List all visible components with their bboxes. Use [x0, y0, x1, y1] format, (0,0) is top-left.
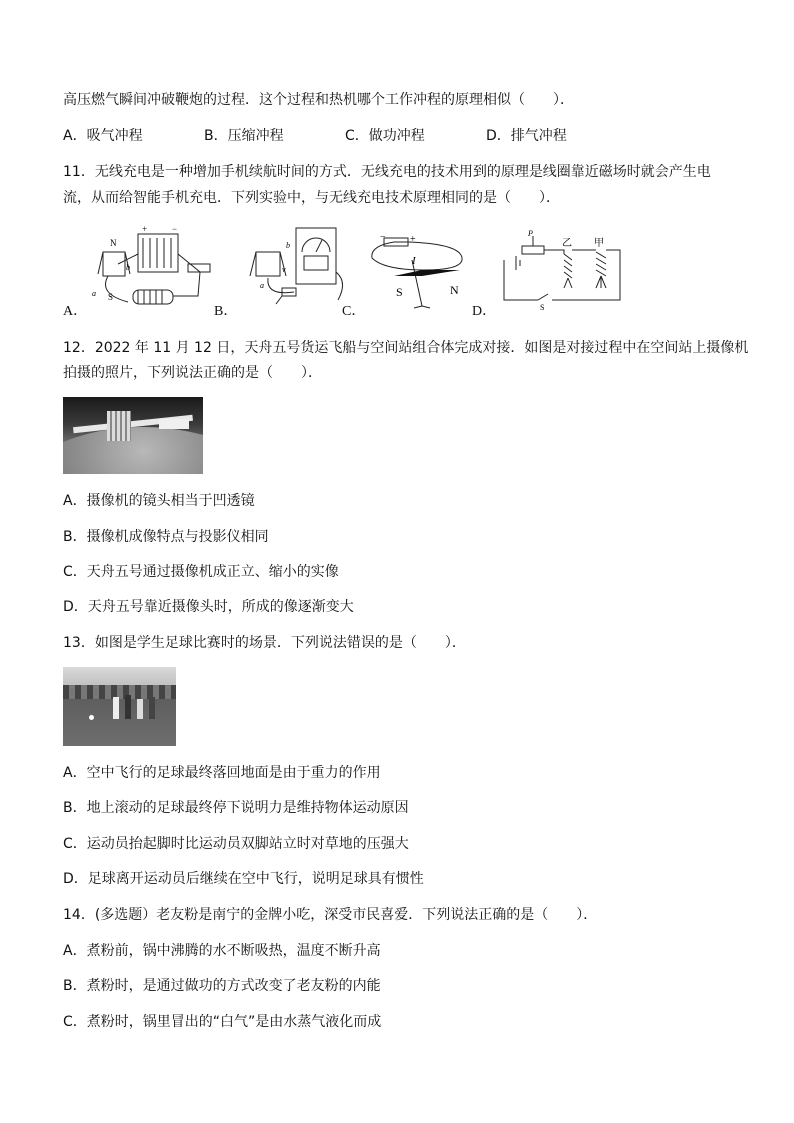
q11-diagram-a [88, 224, 218, 318]
q14-option-b: B．煮粉时，是通过做功的方式改变了老友粉的内能 [63, 978, 381, 994]
q10-options [63, 126, 567, 146]
q13-stem: 13．如图是学生足球比赛时的场景．下列说法错误的是（ ）． [63, 635, 466, 651]
football-match-photo [63, 667, 176, 746]
q14-option-c: C．煮粉时，锅里冒出的“白气”是由水蒸气液化而成 [63, 1014, 382, 1030]
diag-d-s: S [540, 303, 545, 310]
diag-a-s: S [108, 292, 114, 302]
diag-d-jia: 甲 [594, 238, 604, 249]
q13-option-d: D．足球离开运动员后继续在空中飞行，说明足球具有惯性 [63, 871, 424, 887]
q11-option-c-label: C． [342, 304, 366, 319]
q12-option-c: C．天舟五号通过摄像机成正立、缩小的实像 [63, 564, 339, 580]
diag-a-n: N [110, 238, 117, 248]
diag-b-a: a [260, 281, 264, 290]
diag-d-p: P [528, 229, 533, 238]
q11-option-b-label: B． [214, 304, 238, 319]
diag-d-yi: 乙 [562, 238, 572, 249]
diag-c-plus: + [410, 234, 416, 245]
q12-stem-line2: 拍摄的照片，下列说法正确的是（ ）． [63, 365, 322, 381]
q14-option-a: A．煮粉前，锅中沸腾的水不断吸热，温度不断升高 [63, 943, 381, 959]
diag-c-i: I [412, 255, 416, 267]
diag-a-b: b [126, 263, 130, 272]
diag-c-s: S [396, 285, 403, 299]
q11-diagram-b [238, 222, 348, 316]
q13-option-a: A．空中飞行的足球最终落回地面是由于重力的作用 [63, 765, 381, 781]
diag-a-minus: − [172, 224, 178, 234]
q12-stem-line1: 12．2022 年 11 月 12 日，天舟五号货运飞船与空间站组合体完成对接．如图是对接过程中在空间站上摄像机 [63, 340, 749, 356]
diag-c-n: N [450, 283, 459, 297]
q11-diagram-c [364, 230, 474, 310]
q12-option-b: B．摄像机成像特点与投影仪相同 [63, 529, 269, 545]
q10-option-a: A．吸气冲程 [63, 128, 143, 144]
q10-stem-continuation: 高压燃气瞬间冲破鞭炮的过程．这个过程和热机哪个工作冲程的原理相似（ ）． [63, 92, 574, 108]
q11-diagram-d [500, 226, 628, 310]
q10-option-c: C．做功冲程 [345, 128, 425, 144]
q12-option-d: D．天舟五号靠近摄像头时，所成的像逐渐变大 [63, 599, 354, 615]
q13-option-c: C．运动员抬起脚时比运动员双脚站立时对草地的压强大 [63, 836, 409, 852]
q11-stem-line1: 11．无线充电是一种增加手机续航时间的方式．无线充电的技术用到的原理是线圈靠近磁场时就会产生电 [63, 164, 711, 180]
q11-option-d-label: D． [472, 304, 497, 319]
diag-b-b: b [286, 241, 290, 250]
q14-stem: 14．(多选题）老友粉是南宁的金牌小吃，深受市民喜爱．下列说法正确的是（ ）． [63, 907, 598, 923]
diag-a-a: a [92, 289, 96, 298]
q12-option-a: A．摄像机的镜头相当于凹透镜 [63, 493, 255, 509]
space-station-photo [63, 397, 203, 474]
q11-stem-line2: 流，从而给智能手机充电．下列实验中，与无线充电技术原理相同的是（ ）． [63, 190, 560, 206]
diag-b-v: v [282, 265, 286, 274]
q11-option-a-label: A． [63, 304, 88, 319]
diag-a-plus: + [142, 224, 148, 234]
q10-option-d: D．排气冲程 [486, 128, 567, 144]
diag-c-minus: − [380, 232, 386, 243]
q10-option-b: B．压缩冲程 [204, 128, 284, 144]
q13-option-b: B．地上滚动的足球最终停下说明力是维持物体运动原因 [63, 800, 409, 816]
